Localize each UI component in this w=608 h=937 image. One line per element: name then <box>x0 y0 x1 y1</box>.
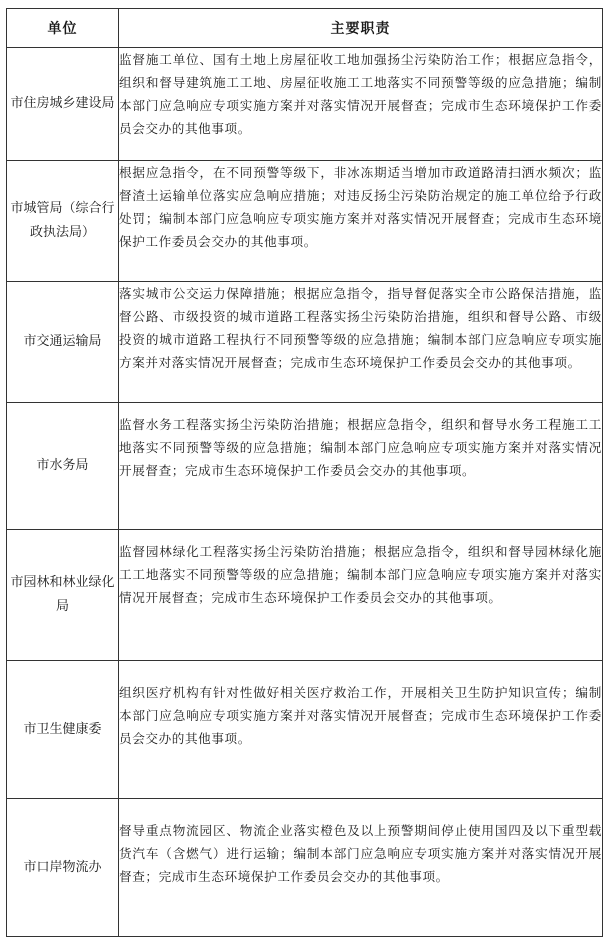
header-duty: 主要职责 <box>119 9 603 48</box>
duty-cell: 监督水务工程落实扬尘污染防治措施；根据应急指令，组织和督导水务工程施工工地落实不同预警等级的应急措施；编制本部门应急响应专项实施方案并对落实情况开展督查；完成市生态环境保护工作委员会交办的其他事项。 <box>119 403 603 530</box>
unit-cell: 市卫生健康委 <box>7 661 119 799</box>
unit-cell: 市住房城乡建设局 <box>7 48 119 161</box>
duty-cell: 监督施工单位、国有土地上房屋征收工地加强扬尘污染防治工作；根据应急指令，组织和督导建筑施工工地、房屋征收施工工地落实不同预警等级的应急措施；编制本部门应急响应专项实施方案并对落实情况开展督查；完成市生态环境保护工作委员会交办的其他事项。 <box>119 48 603 161</box>
unit-cell: 市交通运输局 <box>7 282 119 403</box>
duty-cell: 监督园林绿化工程落实扬尘污染防治措施；根据应急指令，组织和督导园林绿化施工工地落实不同预警等级的应急措施；编制本部门应急响应专项实施方案并对落实情况开展督查；完成市生态环境保护工作委员会交办的其他事项。 <box>119 530 603 661</box>
responsibility-table <box>6 8 603 937</box>
table-header-row <box>7 9 603 48</box>
table-row <box>7 48 603 161</box>
unit-cell: 市城管局（综合行政执法局） <box>7 161 119 282</box>
table-row <box>7 282 603 403</box>
table-row <box>7 403 603 530</box>
table-row <box>7 530 603 661</box>
table-row <box>7 661 603 799</box>
duty-cell: 根据应急指令，在不同预警等级下，非冰冻期适当增加市政道路清扫洒水频次；监督渣土运输单位落实应急响应措施；对违反扬尘污染防治规定的施工单位给予行政处罚；编制本部门应急响应专项实施方案并对落实情况开展督查；完成市生态环境保护工作委员会交办的其他事项。 <box>119 161 603 282</box>
unit-cell: 市水务局 <box>7 403 119 530</box>
unit-cell: 市园林和林业绿化局 <box>7 530 119 661</box>
table-row <box>7 799 603 937</box>
duty-cell: 督导重点物流园区、物流企业落实橙色及以上预警期间停止使用国四及以下重型载货汽车（含燃气）进行运输；编制本部门应急响应专项实施方案并对落实情况开展督查；完成市生态环境保护工作委员会交办的其他事项。 <box>119 799 603 937</box>
duty-cell: 组织医疗机构有针对性做好相关医疗救治工作，开展相关卫生防护知识宣传；编制本部门应急响应专项实施方案并对落实情况开展督查；完成市生态环境保护工作委员会交办的其他事项。 <box>119 661 603 799</box>
table-row <box>7 161 603 282</box>
duty-cell: 落实城市公交运力保障措施；根据应急指令，指导督促落实全市公路保洁措施，监督公路、市级投资的城市道路工程落实扬尘污染防治措施，组织和督导公路、市级投资的城市道路工程执行不同预警等级的应急措施；编制本部门应急响应专项实施方案并对落实情况开展督查；完成市生态环境保护工作委员会交办的其他事项。 <box>119 282 603 403</box>
header-unit: 单位 <box>7 9 119 48</box>
unit-cell: 市口岸物流办 <box>7 799 119 937</box>
